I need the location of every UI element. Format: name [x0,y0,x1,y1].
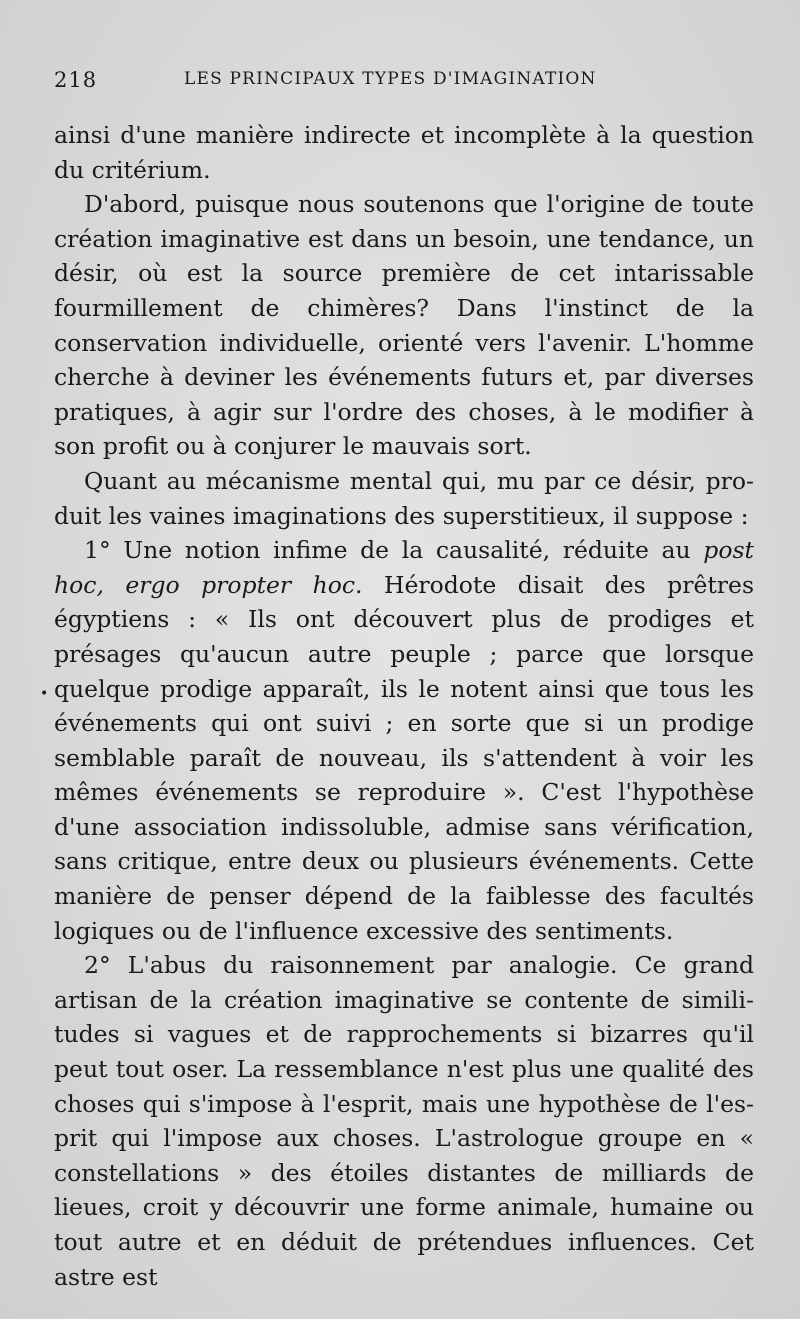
paragraph-5: 2° L'abus du raisonnement par analogie. Ce grand artisan de la création imaginative se contente de similitudes si vagues et de rapprochements si bizarres qu'il peut tout oser. La ressemblance n'est plus une qualité des choses qui s'impose à l'esprit, mais une hypothèse de l'esprit qui l'impose aux choses. L'astrologue groupe en « constellations » des étoiles distantes de milliards de lieues, croit y découvrir une forme animale, humaine ou tout autre et en déduit de prétendues influences. Cet astre est [54,951,754,1291]
paragraph-3: Quant au mécanisme mental qui, mu par ce désir, produit les vaines imaginations des superstitieux, il suppose : [54,466,754,530]
paragraph-2: D'abord, puisque nous soutenons que l'origine de toute création imaginative est dans un besoin, une tendance, un désir, où est la source première de cet intarissable fourmillement de chimères? Dans l'instinct de la conservation individuelle, orienté vers l'avenir. L'homme cherche à deviner les événements futurs et, par diverses pratiques, à agir sur l'ordre des choses, à le modifier à son profit ou à conjurer le mauvais sort. [54,190,754,461]
paragraph-4-rest: . Hérodote disait des prêtres égyptiens : « Ils ont découvert plus de prodiges et présages qu'aucun autre peuple ; parce que lorsque quelque prodige apparaît, ils le notent ainsi que tous les événements qui ont suivi ; en sorte que si un prodige semblable paraît de nouveau, ils s'attendent à voir les mêmes événements se reproduire ». C'est l'hypothèse d'une association indissoluble, admise sans vérification, sans critique, entre deux ou plusieurs événements. Cette manière de penser dépend de la faiblesse des facultés logiques ou de l'influence excessive des sentiments. [54,570,754,945]
body-text [54,118,754,1294]
paragraph-4 [54,533,754,948]
paragraph-1: ainsi d'une manière indirecte et incomplète à la question du critérium. [54,121,754,184]
margin-mark: • [40,686,49,702]
running-title: LES PRINCIPAUX TYPES D'IMAGINATION [184,69,597,89]
latin-phrase: post hoc, ergo propter hoc [54,536,754,599]
paragraph-4-lead: 1° Une notion infime de la causalité, réduite au [84,536,704,565]
page-header [54,68,754,104]
page-number: 218 [54,68,98,92]
